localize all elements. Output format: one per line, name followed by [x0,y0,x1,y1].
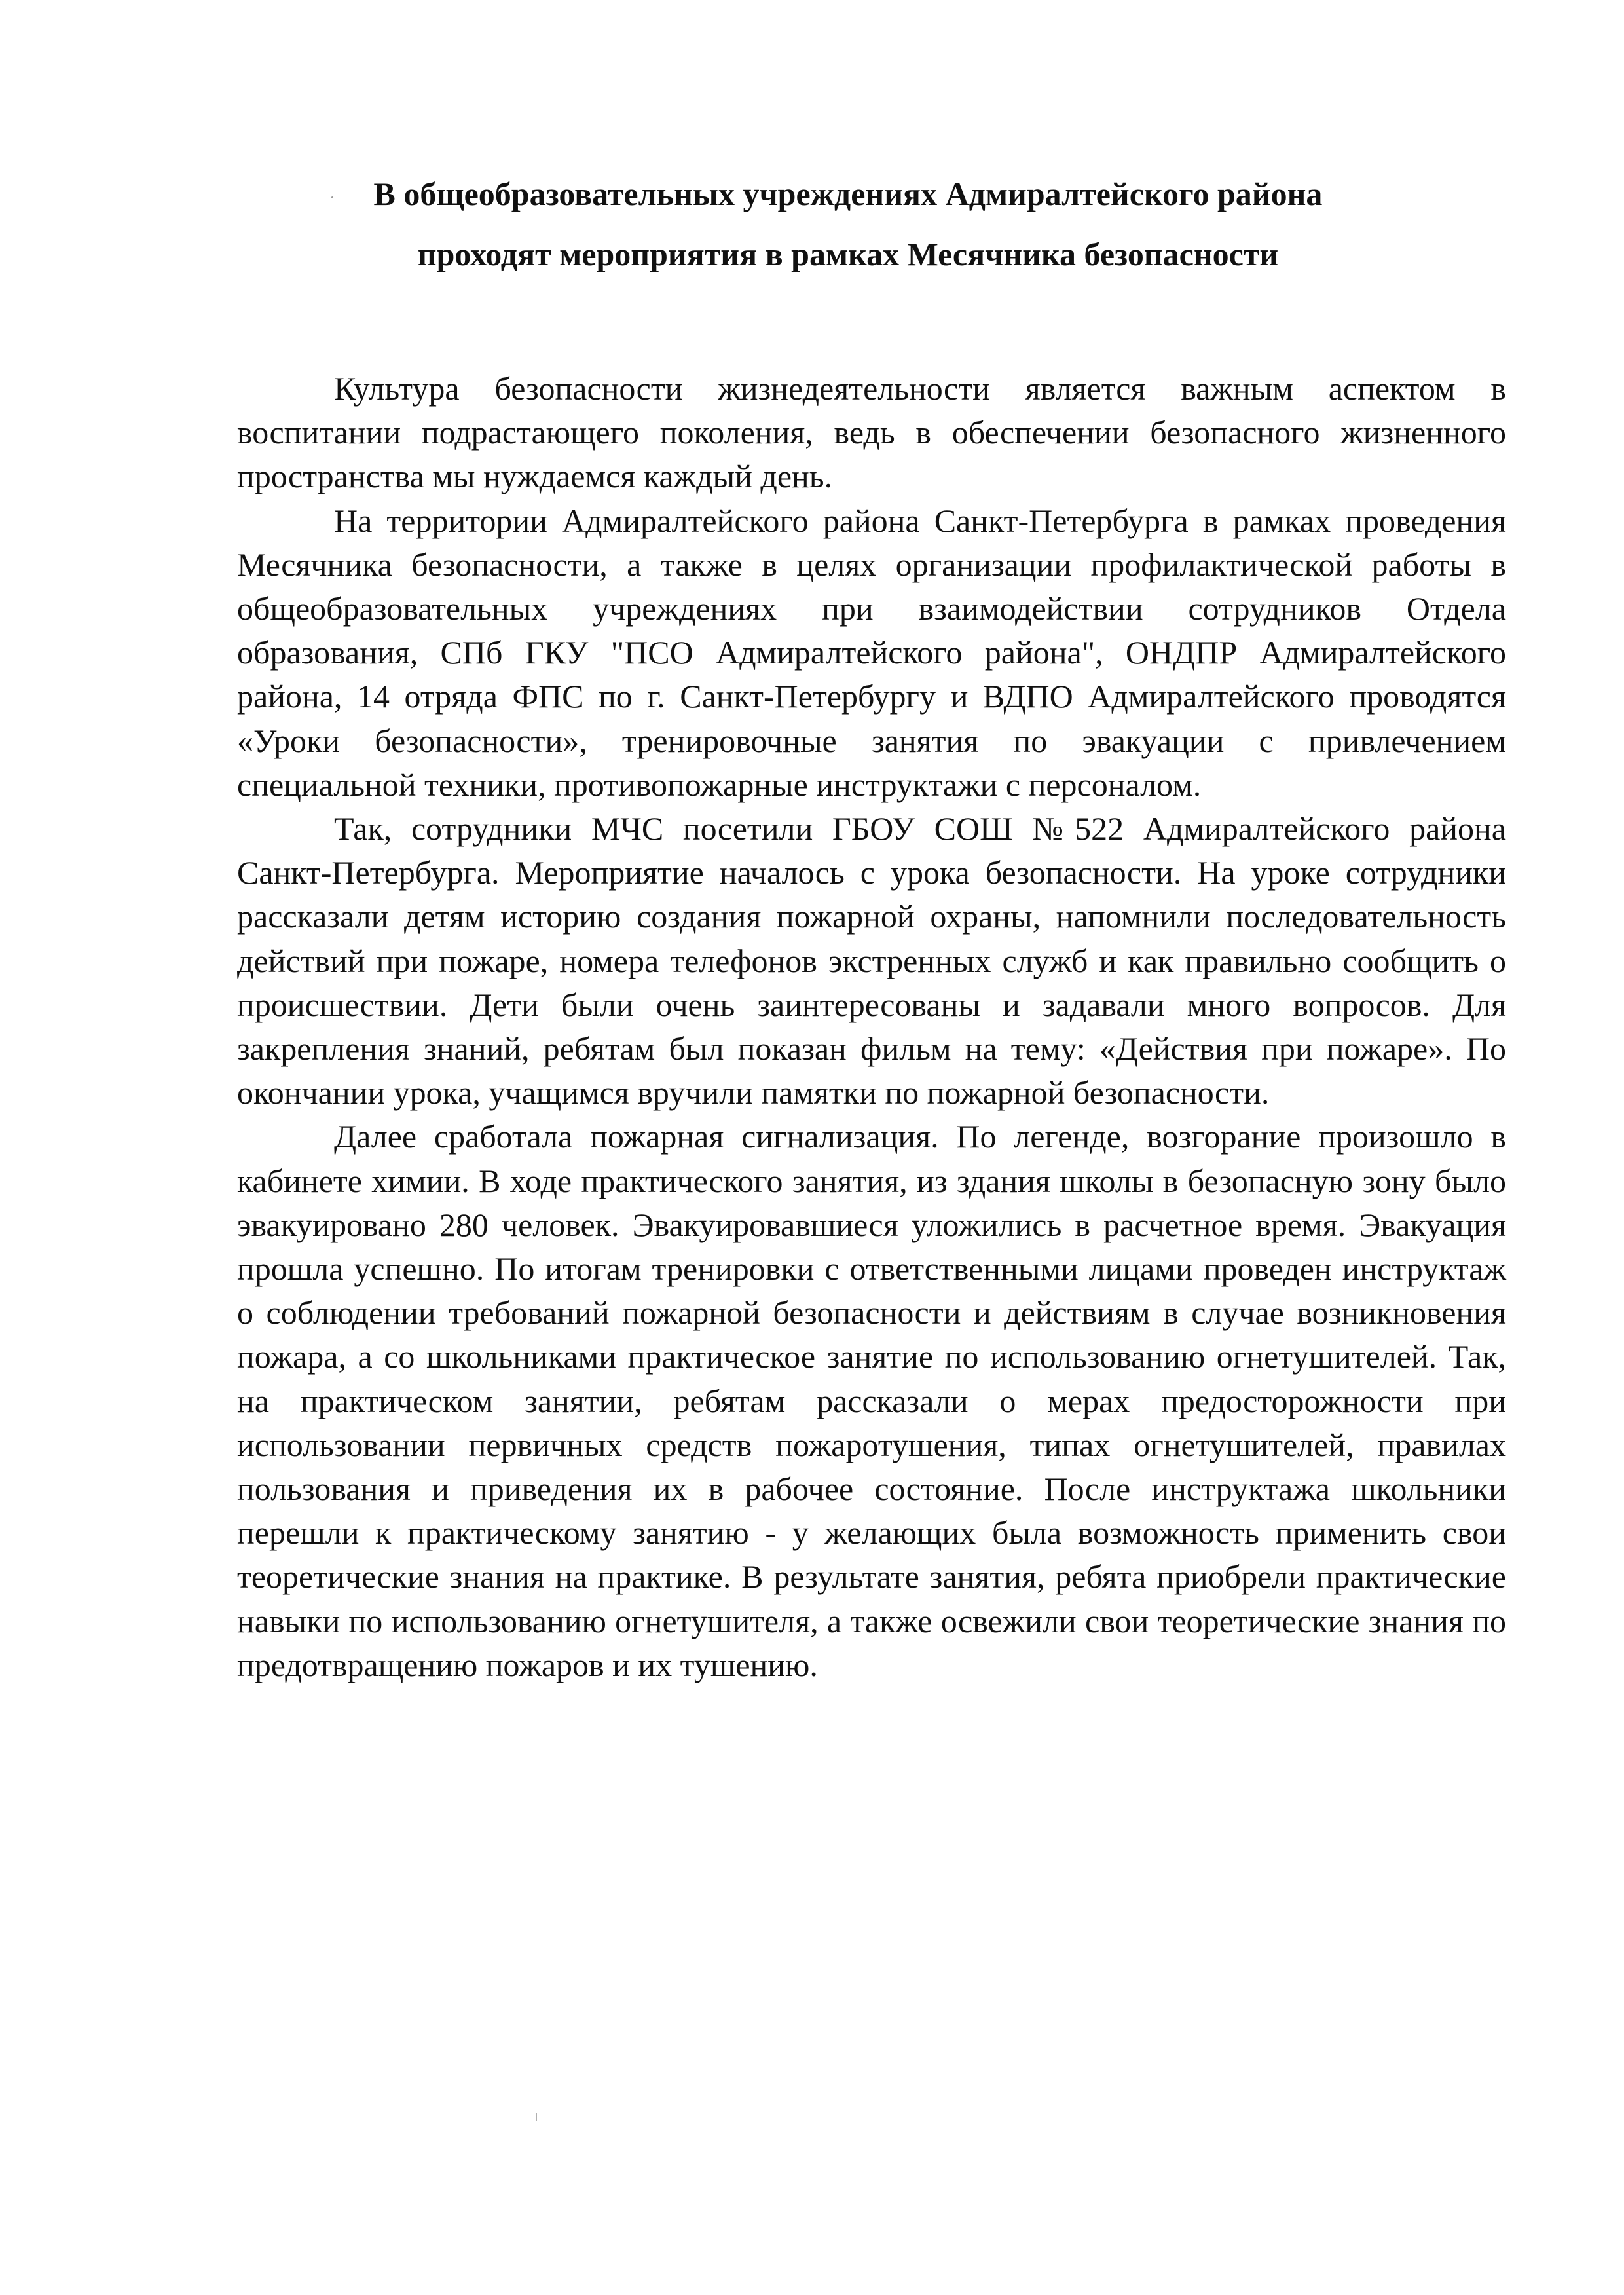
document-body [237,367,1506,1687]
document-title [216,164,1480,284]
title-line-2: проходят мероприятия в рамках Месячника безопасности [417,236,1279,272]
paragraph-district-events: На территории Адмиралтейского района Санкт-Петербурга в рамках проведения Месячника безопасности, а также в целях организации профилактической работы в общеобразовательных учреждениях при взаимодействии сотрудников Отдела образования, СПб ГКУ "ПСО Адмиралтейского района", ОНДПР Адмиралтейского района, 14 отряда ФПС по г. Санкт-Петербургу и ВДПО Адмиралтейского проводятся «Уроки безопасности», тренировочные занятия по эвакуации с привлечением специальной техники, противопожарные инструктажи с персоналом. [237,502,1506,803]
paragraph-intro: Культура безопасности жизнедеятельности является важным аспектом в воспитании подрастающего поколения, ведь в обеспечении безопасного жизненного пространства мы нуждаемся каждый день. [237,370,1506,495]
title-line-1: В общеобразовательных учреждениях Адмиралтейского района [373,176,1323,212]
scan-speck-lower [536,2113,537,2121]
paragraph-school-visit: Так, сотрудники МЧС посетили ГБОУ СОШ №522 Адмиралтейского района Санкт-Петербурга. Мероприятие началось с урока безопасности. На уроке сотрудники рассказали детям историю создания пожарной охраны, напомнили последовательность действий при пожаре, номера телефонов экстренных служб и как правильно сообщить о происшествии. Дети были очень заинтересованы и задавали много вопросов. Для закрепления знаний, ребятам был показан фильм на тему: «Действия при пожаре». По окончании урока, учащимся вручили памятки по пожарной безопасности. [237,810,1506,1111]
paragraph-evacuation-drill: Далее сработала пожарная сигнализация. По легенде, возгорание произошло в кабинете химии. В ходе практического занятия, из здания школы в безопасную зону было эвакуировано 280 человек. Эвакуировавшиеся уложились в расчетное время. Эвакуация прошла успешно. По итогам тренировки с ответственными лицами проведен инструктаж о соблюдении требований пожарной безопасности и действиям в случае возникновения пожара, а со школьниками практическое занятие по использованию огнетушителей. Так, на практическом занятии, ребятам рассказали о мерах предосторожности при использовании первичных средств пожаротушения, типах огнетушителей, правилах пользования и приведения их в рабочее состояние. После инструктажа школьники перешли к практическому занятию - у желающих была возможность применить свои теоретические знания на практике. В результате занятия, ребята приобрели практические навыки по использованию огнетушителя, а также освежили свои теоретические знания по предотвращению пожаров и их тушению. [237,1118,1506,1683]
